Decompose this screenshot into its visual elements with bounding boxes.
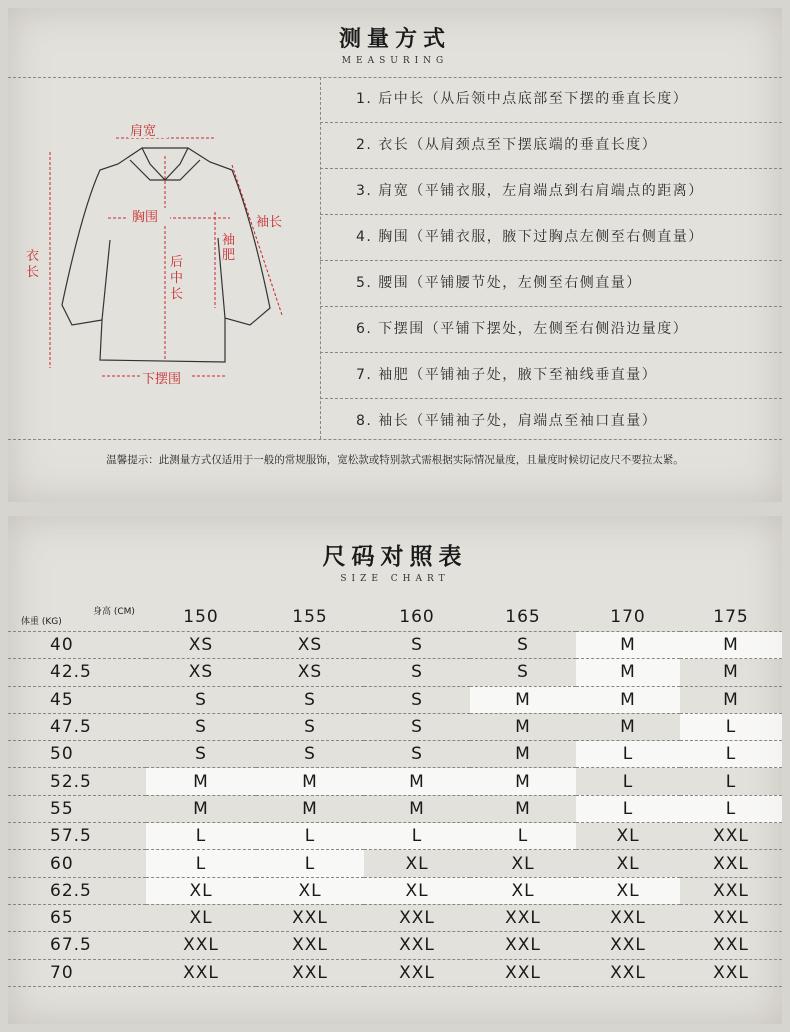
size-cell: XXL	[256, 904, 364, 931]
garment-diagram	[20, 120, 310, 400]
height-header: 165	[470, 603, 576, 632]
weight-cell: 50	[8, 741, 146, 768]
size-cell: XXL	[680, 850, 782, 877]
size-cell: XXL	[680, 904, 782, 931]
size-cell: XXL	[364, 959, 470, 986]
size-cell: XL	[576, 877, 680, 904]
size-cell: XL	[470, 877, 576, 904]
size-cell: M	[470, 686, 576, 713]
height-header: 155	[256, 603, 364, 632]
size-cell: M	[364, 795, 470, 822]
list-item: 7. 袖肥（平铺袖子处，腋下至袖线垂直量）	[320, 353, 782, 399]
size-cell: M	[576, 686, 680, 713]
table-corner	[8, 603, 146, 632]
weight-cell: 47.5	[8, 713, 146, 740]
size-cell: S	[146, 713, 256, 740]
weight-cell: 42.5	[8, 659, 146, 686]
weight-cell: 52.5	[8, 768, 146, 795]
weight-cell: 70	[8, 959, 146, 986]
weight-cell: 40	[8, 632, 146, 659]
label-chest: 胸围	[132, 210, 159, 225]
size-cell: XL	[470, 850, 576, 877]
size-cell: XS	[146, 659, 256, 686]
size-cell: XL	[576, 823, 680, 850]
size-chart-subtitle: SIZE CHART	[340, 574, 450, 584]
size-cell: M	[680, 632, 782, 659]
size-cell: L	[576, 741, 680, 768]
label-hem: 下摆围	[142, 372, 182, 387]
table-row	[8, 768, 782, 795]
size-cell: M	[470, 741, 576, 768]
table-row	[8, 823, 782, 850]
size-cell: M	[680, 659, 782, 686]
size-cell: XL	[576, 850, 680, 877]
tip-text: 温馨提示：此测量方式仅适用于一般的常规服饰，宽松款或特别款式需根据实际情况量度，且量度时候切记皮尺不要拉太紧。	[106, 454, 684, 466]
size-cell: XXL	[256, 959, 364, 986]
height-header: 175	[680, 603, 782, 632]
size-cell: L	[256, 850, 364, 877]
size-cell: L	[680, 795, 782, 822]
size-cell: M	[576, 659, 680, 686]
list-item: 4. 胸围（平铺衣服，腋下过胸点左侧至右侧直量）	[320, 215, 782, 261]
size-cell: L	[576, 768, 680, 795]
list-item: 5. 腰围（平铺腰节处，左侧至右侧直量）	[320, 261, 782, 307]
size-cell: S	[364, 741, 470, 768]
table-row	[8, 741, 782, 768]
measuring-list	[320, 77, 782, 444]
size-cell: L	[680, 741, 782, 768]
divider	[8, 439, 782, 440]
measuring-title: 测量方式	[338, 26, 451, 52]
size-cell: XXL	[680, 877, 782, 904]
size-cell: S	[256, 686, 364, 713]
table-row	[8, 850, 782, 877]
size-cell: XXL	[146, 959, 256, 986]
size-cell: XL	[146, 904, 256, 931]
size-cell: L	[364, 823, 470, 850]
size-cell: M	[576, 632, 680, 659]
size-cell: S	[364, 659, 470, 686]
size-cell: XXL	[680, 823, 782, 850]
list-item: 2. 衣长（从肩颈点至下摆底端的垂直长度）	[320, 123, 782, 169]
table-row	[8, 713, 782, 740]
label-body-length: 衣长	[26, 249, 40, 280]
table-row	[8, 904, 782, 931]
size-cell: M	[680, 686, 782, 713]
size-cell: L	[470, 823, 576, 850]
size-cell: XXL	[576, 932, 680, 959]
height-header: 150	[146, 603, 256, 632]
table-row	[8, 877, 782, 904]
size-cell: XS	[256, 659, 364, 686]
size-cell: M	[470, 768, 576, 795]
size-cell: M	[470, 795, 576, 822]
size-cell: S	[364, 686, 470, 713]
size-cell: L	[256, 823, 364, 850]
size-cell: XXL	[680, 959, 782, 986]
size-cell: M	[364, 768, 470, 795]
label-sleeve-length: 袖长	[256, 215, 283, 230]
table-header-row	[8, 603, 782, 632]
table-row	[8, 932, 782, 959]
size-cell: L	[146, 850, 256, 877]
table-row	[8, 632, 782, 659]
weight-cell: 62.5	[8, 877, 146, 904]
height-label: 身高 (CM)	[93, 607, 135, 617]
list-item: 8. 袖长（平铺袖子处，肩端点至袖口直量）	[356, 413, 658, 429]
table-row	[8, 686, 782, 713]
table-row	[8, 795, 782, 822]
weight-cell: 67.5	[8, 932, 146, 959]
size-cell: S	[256, 741, 364, 768]
size-cell: XL	[256, 877, 364, 904]
size-cell: M	[576, 713, 680, 740]
weight-cell: 55	[8, 795, 146, 822]
size-cell: XL	[364, 877, 470, 904]
list-item: 6. 下摆围（平铺下摆处，左侧至右侧沿边量度）	[320, 307, 782, 353]
size-cell: XXL	[576, 904, 680, 931]
size-cell: XL	[146, 877, 256, 904]
weight-cell: 57.5	[8, 823, 146, 850]
size-cell: XXL	[364, 932, 470, 959]
size-cell: XXL	[470, 904, 576, 931]
size-cell: S	[470, 632, 576, 659]
label-shoulder: 肩宽	[130, 124, 157, 139]
size-cell: M	[256, 768, 364, 795]
size-cell: L	[146, 823, 256, 850]
height-header: 160	[364, 603, 470, 632]
list-item: 1. 后中长（从后领中点底部至下摆的垂直长度）	[320, 77, 782, 123]
weight-cell: 60	[8, 850, 146, 877]
size-cell: L	[680, 713, 782, 740]
size-cell: S	[146, 741, 256, 768]
size-cell: S	[146, 686, 256, 713]
table-row	[8, 959, 782, 986]
size-cell: M	[470, 713, 576, 740]
size-table	[8, 603, 782, 987]
height-header: 170	[576, 603, 680, 632]
size-cell: XXL	[470, 932, 576, 959]
size-cell: XS	[256, 632, 364, 659]
size-cell: XXL	[470, 959, 576, 986]
size-cell: XS	[146, 632, 256, 659]
size-cell: XXL	[256, 932, 364, 959]
weight-cell: 65	[8, 904, 146, 931]
size-cell: L	[680, 768, 782, 795]
size-chart-title: 尺码对照表	[322, 543, 468, 570]
size-cell: S	[364, 632, 470, 659]
table-row	[8, 659, 782, 686]
size-cell: XL	[364, 850, 470, 877]
list-item: 3. 肩宽（平铺衣服，左肩端点到右肩端点的距离）	[320, 169, 782, 215]
weight-label: 体重 (KG)	[21, 617, 62, 627]
size-cell: S	[256, 713, 364, 740]
size-cell: XXL	[364, 904, 470, 931]
size-cell: XXL	[576, 959, 680, 986]
size-cell: XXL	[680, 932, 782, 959]
size-cell: S	[470, 659, 576, 686]
weight-cell: 45	[8, 686, 146, 713]
size-cell: M	[256, 795, 364, 822]
label-back-length: 后中长	[170, 255, 184, 302]
size-cell: S	[364, 713, 470, 740]
label-sleeve-width: 袖肥	[222, 233, 236, 263]
size-cell: XXL	[146, 932, 256, 959]
size-cell: M	[146, 768, 256, 795]
size-cell: L	[576, 795, 680, 822]
measuring-subtitle: MEASURING	[341, 56, 449, 66]
size-cell: M	[146, 795, 256, 822]
